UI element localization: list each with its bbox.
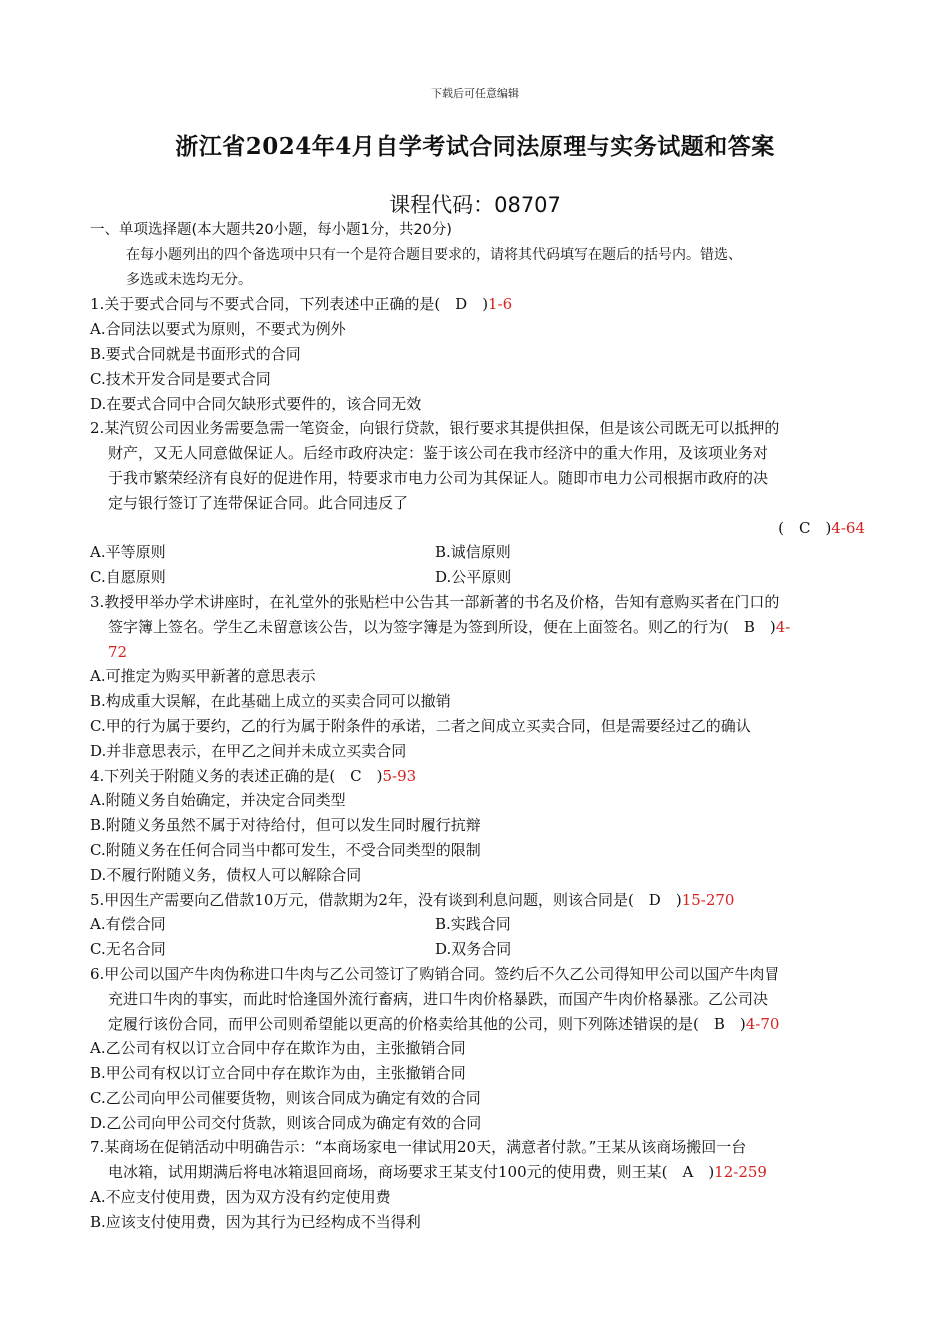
option-a: A.附随义务自始确定，并决定合同类型 [90, 791, 346, 810]
options-row [90, 937, 865, 962]
question-text: 签字簿上签名。学生乙未留意该公告，以为签字簿是为签到所设，便在上面签名。则乙的行为( B ) [108, 617, 776, 636]
option-d: D.乙公司向甲公司交付货款，则该合同成为确定有效的合同 [90, 1113, 482, 1132]
option-a: A.可推定为购买甲新著的意思表示 [90, 667, 316, 686]
option-b: B.应该支付使用费，因为其行为已经构成不当得利 [90, 1212, 421, 1231]
option-c: C.附随义务在任何合同当中都可发生，不受合同类型的限制 [90, 840, 481, 859]
answer-reference: 4-70 [745, 1014, 780, 1033]
question-text: 电冰箱，试用期满后将电冰箱退回商场，商场要求王某支付100元的使用费，则王某( A ) [108, 1163, 715, 1182]
page-header: 下载后可任意编辑 [431, 87, 519, 100]
question-3-line: 3.教授甲举办学术讲座时，在礼堂外的张贴栏中公告其一部新著的书名及价格，告知有意购买者在门口的 [90, 592, 780, 611]
question-7-line: 7.某商场在促销活动中明确告示：“本商场家电一律试用20天，满意者付款。”王某从该商场搬回一台 [90, 1138, 747, 1157]
page-title: 浙江省2024年4月自学考试合同法原理与实务试题和答案 [175, 133, 775, 160]
option-a: A.有偿合同 [90, 915, 166, 934]
instructions-line-1: 在每小题列出的四个备选项中只有一个是符合题目要求的，请将其代码填写在题后的括号内。错选、 [126, 246, 742, 263]
answer-reference: 4-64 [831, 518, 865, 537]
question-text: 定履行该份合同，而甲公司则希望能以更高的价格卖给其他的公司，则下列陈述错误的是( B ) [108, 1014, 746, 1033]
option-b: B.构成重大误解，在此基础上成立的买卖合同可以撤销 [90, 692, 451, 711]
exam-content [90, 218, 865, 1235]
option-c: C.技术开发合同是要式合同 [90, 369, 271, 388]
question-6-line: 充进口牛肉的事实，而此时恰逢国外流行畜病，进口牛肉价格暴跌，而国产牛肉价格暴涨。乙公司决 [108, 989, 769, 1008]
answer-bracket: ( C ) [778, 518, 832, 537]
option-c: C.甲的行为属于要约，乙的行为属于附条件的承诺，二者之间成立买卖合同，但是需要经过乙的确认 [90, 716, 751, 735]
answer-reference: 15-270 [681, 890, 735, 909]
question-4-stem [90, 764, 865, 789]
answer-reference: 12-259 [714, 1163, 767, 1182]
option-b: B.诚信原则 [435, 543, 511, 562]
answer-reference: 4- [775, 617, 791, 636]
option-d: D.不履行附随义务，债权人可以解除合同 [90, 865, 362, 884]
question-2-line: 2.某汽贸公司因业务需要急需一笔资金，向银行贷款，银行要求其提供担保，但是该公司既无可以抵押的 [90, 419, 780, 438]
options-row [90, 912, 865, 937]
question-2-answer [90, 516, 865, 541]
question-2-line: 财产，又无人同意做保证人。后经市政府决定：鉴于该公司在我市经济中的重大作用，及该项业务对 [108, 444, 769, 463]
option-d: D.在要式合同中合同欠缺形式要件的，该合同无效 [90, 394, 422, 413]
question-text: 1.关于要式合同与不要式合同，下列表述中正确的是( D ) [90, 295, 489, 314]
answer-reference: 5-93 [382, 766, 417, 785]
question-text: 5.甲因生产需要向乙借款10万元，借款期为2年，没有谈到利息问题，则该合同是( D ) [90, 890, 682, 909]
option-d: D.公平原则 [435, 568, 512, 587]
instructions-line-2: 多选或未选均无分。 [126, 271, 252, 288]
option-c: C.乙公司向甲公司催要货物，则该合同成为确定有效的合同 [90, 1088, 481, 1107]
question-6-line [90, 1012, 865, 1037]
section-heading: 一、单项选择题(本大题共20小题，每小题1分，共20分) [90, 222, 452, 238]
option-a: A.合同法以要式为原则，不要式为例外 [90, 320, 346, 339]
option-a: A.乙公司有权以订立合同中存在欺诈为由，主张撤销合同 [90, 1039, 466, 1058]
question-2-line: 于我市繁荣经济有良好的促进作用，特要求市电力公司为其保证人。随即市电力公司根据市政府的决 [108, 468, 769, 487]
option-d: D.双务合同 [435, 940, 512, 959]
question-text: 4.下列关于附随义务的表述正确的是( C ) [90, 766, 383, 785]
option-b: B.要式合同就是书面形式的合同 [90, 344, 301, 363]
question-6-line: 6.甲公司以国产牛肉伪称进口牛肉与乙公司签订了购销合同。签约后不久乙公司得知甲公司以国产牛肉冒 [90, 964, 780, 983]
option-b: B.实践合同 [435, 915, 511, 934]
question-3-line [90, 615, 865, 640]
question-1-stem [90, 292, 865, 317]
option-d: D.并非意思表示，在甲乙之间并未成立买卖合同 [90, 741, 407, 760]
question-5-stem [90, 888, 865, 913]
course-code: 课程代码：08707 [389, 193, 561, 217]
option-a: A.平等原则 [90, 543, 166, 562]
option-b: B.附随义务虽然不属于对待给付，但可以发生同时履行抗辩 [90, 816, 481, 835]
answer-reference: 72 [108, 642, 128, 661]
question-2-line: 定与银行签订了连带保证合同。此合同违反了 [108, 493, 409, 512]
option-c: C.自愿原则 [90, 568, 166, 587]
option-a: A.不应支付使用费，因为双方没有约定使用费 [90, 1188, 391, 1207]
question-7-line [90, 1160, 865, 1185]
options-row [90, 540, 865, 565]
option-b: B.甲公司有权以订立合同中存在欺诈为由，主张撤销合同 [90, 1064, 466, 1083]
answer-reference: 1-6 [488, 295, 513, 314]
options-row [90, 565, 865, 590]
option-c: C.无名合同 [90, 940, 166, 959]
